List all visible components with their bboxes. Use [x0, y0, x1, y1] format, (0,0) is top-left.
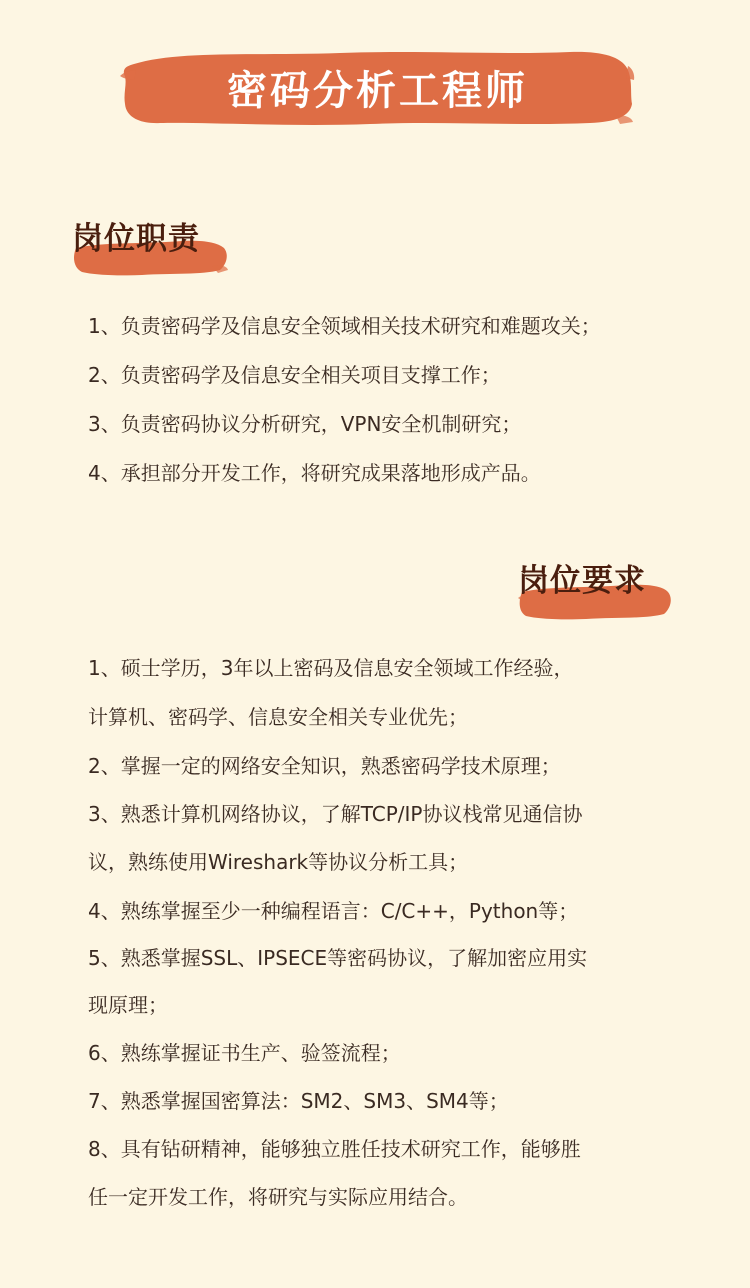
requirements-heading: 岗位要求	[518, 563, 646, 599]
requirements-line: 2、掌握一定的网络安全知识，熟悉密码学技术原理；	[88, 754, 561, 778]
requirements-line: 5、熟悉掌握SSL、IPSECE等密码协议，了解加密应用实	[88, 946, 588, 970]
requirements-line: 现原理；	[88, 993, 168, 1017]
requirements-line: 1、硕士学历，3年以上密码及信息安全领域工作经验，	[88, 656, 574, 680]
requirements-line: 8、具有钻研精神，能够独立胜任技术研究工作，能够胜	[88, 1137, 581, 1161]
duties-line: 3、负责密码协议分析研究，VPN安全机制研究；	[88, 412, 522, 436]
requirements-line: 7、熟悉掌握国密算法：SM2、SM3、SM4等；	[88, 1089, 509, 1113]
duties-line: 2、负责密码学及信息安全相关项目支撑工作；	[88, 363, 501, 387]
duties-line: 1、负责密码学及信息安全领域相关技术研究和难题攻关；	[88, 314, 601, 338]
title-banner	[120, 46, 635, 128]
duties-heading: 岗位职责	[72, 221, 200, 257]
duties-line: 4、承担部分开发工作，将研究成果落地形成产品。	[88, 461, 541, 485]
duties-heading-block	[72, 220, 232, 282]
requirements-heading-block	[518, 562, 678, 624]
requirements-line: 6、熟练掌握证书生产、验签流程；	[88, 1041, 401, 1065]
requirements-line: 议，熟练使用Wireshark等协议分析工具；	[88, 850, 469, 874]
requirements-line: 3、熟悉计算机网络协议，了解TCP/IP协议栈常见通信协	[88, 802, 583, 826]
requirements-line: 4、熟练掌握至少一种编程语言：C/C++，Python等；	[88, 899, 579, 923]
requirements-line: 任一定开发工作，将研究与实际应用结合。	[88, 1185, 468, 1209]
requirements-line: 计算机、密码学、信息安全相关专业优先；	[88, 705, 468, 729]
page-title: 密码分析工程师	[227, 67, 528, 114]
